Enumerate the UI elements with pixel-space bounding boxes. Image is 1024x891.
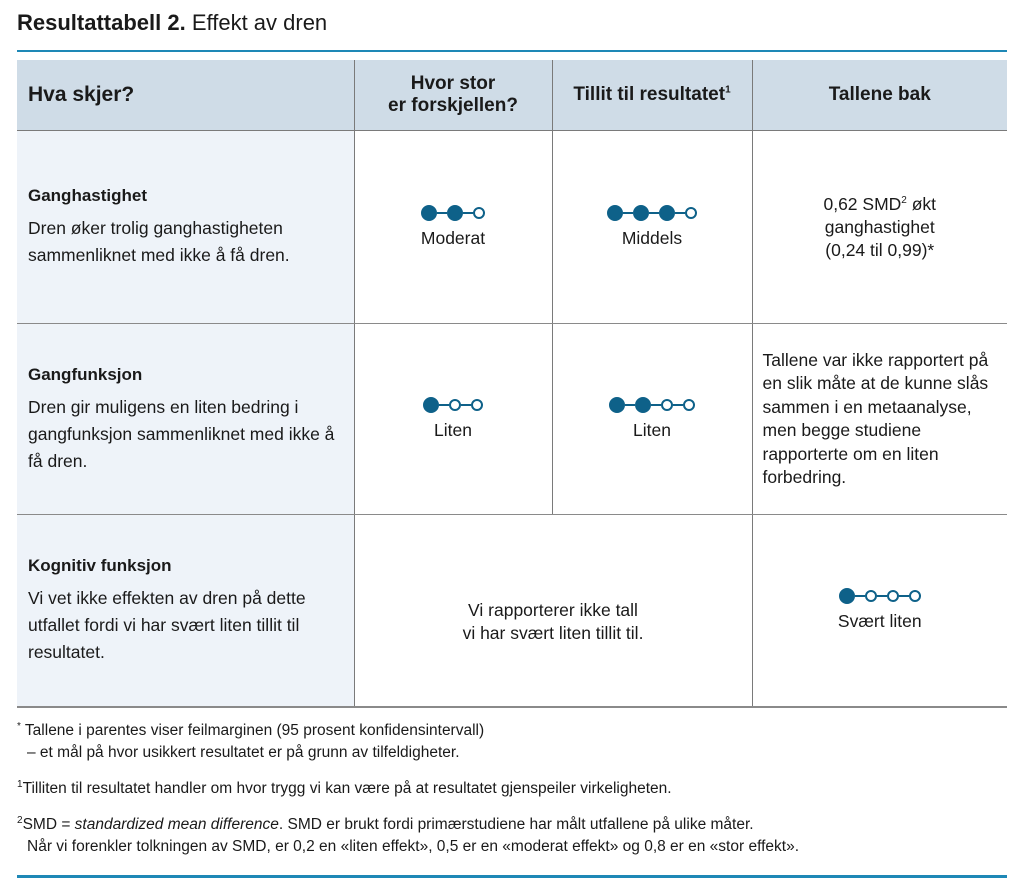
header-row (17, 60, 1007, 131)
footnote-ref-2: 2 (901, 194, 907, 206)
outcome-description: Dren gir muligens en liten bedring i gangfunksjon sammenliknet med ikke å få dren. (28, 396, 335, 471)
numbers-text: Tallene var ikke rapportert på en slik måte at de kunne slås sammen i en metaanalyse, men begge studiene rapporterte om en liten forbedring. (762, 349, 989, 487)
table-title-text: Effekt av dren (185, 10, 328, 35)
table-title-number: Resultattabell 2. (17, 10, 186, 35)
filled-dot-icon (839, 588, 855, 604)
empty-dot-icon (683, 399, 695, 411)
rating-dots-4 (839, 588, 921, 604)
footnote-1-text: Tilliten til resultatet handler om hvor trygg vi kan være på at resultatet gjenspeiler virkeligheten. (22, 780, 672, 797)
empty-dot-icon (661, 399, 673, 411)
footnote-star (17, 720, 1007, 764)
filled-dot-icon (609, 397, 625, 413)
footnote-star-line2: – et mål på hvor usikkert resultatet er på grunn av tilfeldigheter. (27, 744, 460, 761)
outcome-cell (17, 131, 354, 324)
smd-value: 0,62 SMD (823, 193, 902, 214)
dot-connector (649, 212, 659, 214)
dot-connector (855, 595, 865, 597)
dot-connector (439, 404, 449, 406)
filled-dot-icon (447, 205, 463, 221)
table-row (17, 131, 1007, 324)
rating-dots-3 (423, 397, 483, 413)
empty-dot-icon (865, 590, 877, 602)
certainty-label: Svært liten (837, 611, 922, 632)
footnote-2-post: . SMD er brukt fordi primærstudiene har målt utfallene på ulike måter. (278, 816, 754, 833)
dot-connector (877, 595, 887, 597)
difference-label: Moderat (420, 228, 486, 248)
header-certainty (552, 60, 752, 131)
filled-dot-icon (421, 205, 437, 221)
no-numbers-text (355, 575, 752, 645)
certainty-label: Middels (621, 228, 683, 248)
numbers-cell (752, 131, 1007, 324)
outcome-name: Ganghastighet (28, 186, 148, 205)
dot-connector (437, 212, 447, 214)
filled-dot-icon (633, 205, 649, 221)
outcome-name: Gangfunksjon (28, 364, 143, 384)
certainty-cell (552, 324, 752, 515)
numbers-text: 0,62 SMD$^2$ økt ganghastighet (0,24 til 0,99)* (823, 193, 937, 260)
outcome-cell (17, 324, 354, 515)
footnote-1-mark: 1 (17, 778, 23, 790)
certainty-cell (552, 131, 752, 324)
footnote-2-pre: SMD = (22, 816, 75, 833)
filled-dot-icon (635, 397, 651, 413)
table-row (17, 515, 1007, 707)
footnote-star-line1: Tallene i parentes viser feilmarginen (95 prosent konfidensintervall) (20, 722, 485, 739)
header-difference-line1: Hvor stor (410, 73, 496, 94)
dot-connector (625, 404, 635, 406)
dot-connector (675, 212, 685, 214)
footnote-1 (17, 778, 1007, 800)
empty-dot-icon (909, 590, 921, 602)
empty-dot-icon (471, 399, 483, 411)
empty-dot-icon (473, 207, 485, 219)
bottom-rule (17, 875, 1007, 878)
empty-dot-icon (685, 207, 697, 219)
no-numbers-line2: vi har svært liten tillit til. (462, 623, 644, 644)
outcome-description: Vi vet ikke effekten av dren på dette utfallet fordi vi har svært liten tillit til resultatet. (28, 587, 306, 662)
dot-connector (461, 404, 471, 406)
footnote-2-line2: Når vi forenkler tolkningen av SMD, er 0,2 en «liten effekt», 0,5 er en «moderat effekt» og 0,8 er en «stor effekt». (27, 838, 800, 855)
dot-connector (463, 212, 473, 214)
footnote-ref-1: 1 (725, 84, 731, 96)
difference-cell (354, 131, 552, 324)
dot-connector (623, 212, 633, 214)
dot-connector (651, 404, 661, 406)
empty-dot-icon (887, 590, 899, 602)
footnote-star-mark: * (17, 720, 21, 732)
no-numbers-line1: Vi rapporterer ikke tall (468, 600, 638, 621)
table-row (17, 324, 1007, 515)
table-title (17, 9, 327, 37)
rating-dots-3 (421, 205, 485, 221)
filled-dot-icon (659, 205, 675, 221)
numbers-cell (752, 324, 1007, 515)
header-numbers: Tallene bak (752, 60, 1007, 131)
header-certainty-label: Tillit til resultatet (573, 84, 726, 105)
results-table (17, 60, 1007, 708)
outcome-name: Kognitiv funksjon (28, 555, 172, 575)
rating-dots-4 (609, 397, 695, 413)
rating-dots-4 (607, 205, 697, 221)
certainty-cell (752, 515, 1007, 707)
footnote-2-italic: standardized mean difference (74, 816, 279, 833)
footnote-2-mark: 2 (17, 814, 23, 826)
header-what-happens: Hva skjer? (17, 60, 354, 131)
difference-label: Liten (434, 420, 472, 440)
outcome-cell (17, 515, 354, 707)
top-rule (17, 50, 1007, 52)
filled-dot-icon (423, 397, 439, 413)
header-difference-line2: er forskjellen? (388, 95, 518, 116)
footnote-2 (17, 814, 1007, 858)
certainty-label: Liten (633, 420, 671, 440)
dot-connector (673, 404, 683, 406)
dot-connector (899, 595, 909, 597)
empty-dot-icon (449, 399, 461, 411)
header-difference-size (354, 60, 552, 131)
footnotes (17, 720, 1007, 872)
filled-dot-icon (607, 205, 623, 221)
difference-cell (354, 324, 552, 515)
outcome-description: Dren øker trolig ganghastigheten sammenliknet med ikke å få dren. (28, 218, 290, 265)
merged-no-numbers-cell (354, 515, 752, 707)
